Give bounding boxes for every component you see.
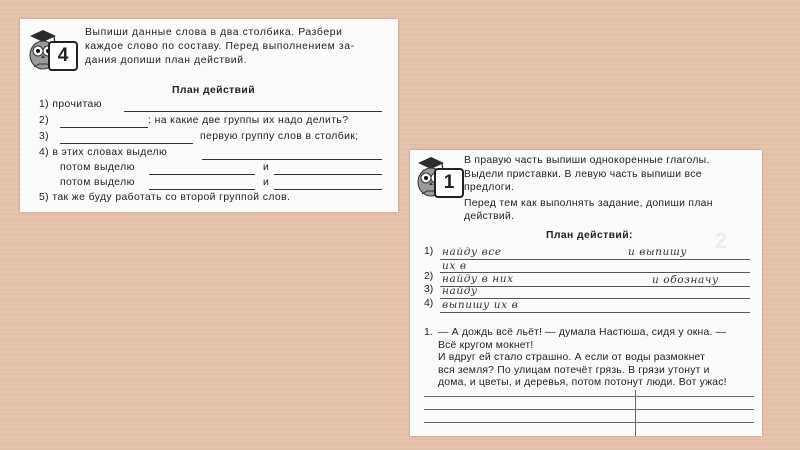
task-number-badge: 1 [434,168,464,198]
handwritten-answer: и обозначу [652,274,719,286]
answer-ruled-line[interactable] [424,422,754,423]
answer-ruled-line[interactable] [424,396,754,397]
plan-step-4a-and: и [263,162,270,173]
passage-line: — А дождь всё льёт! — думала Настюша, сидя у окна. — [438,327,727,338]
plan-step-2-text: : на какие две группы их надо делить? [148,115,349,126]
answer-line[interactable] [440,286,750,287]
plan-step-3-number: 3) [39,131,50,142]
column-divider [635,390,636,436]
answer-blank[interactable] [60,127,148,128]
handwritten-answer: найду все [442,246,502,258]
answer-blank[interactable] [149,174,255,175]
task-number-badge: 4 [48,41,78,71]
owl-task-badge [26,27,78,71]
task-instructions [85,26,395,68]
answer-blank[interactable] [202,159,382,160]
plan-step-5-text: 5) так же буду работать со второй группой слов. [39,192,291,203]
answer-blank[interactable] [274,174,382,175]
task-line: В правую часть выпиши однокоренные глаголы. [464,155,710,166]
plan-step-4b-and: и [263,177,270,188]
task-line: каждое слово по составу. Перед выполнением за- [85,41,355,52]
task-line: Выпиши данные слова в два столбика. Разбери [85,27,343,38]
plan-step-2-number: 2) [39,115,50,126]
answer-ruled-line[interactable] [424,409,754,410]
answer-blank[interactable] [149,189,255,190]
plan-step-4a-label: потом выделю [60,162,135,173]
answer-blank[interactable] [60,143,193,144]
task-line: действий. [464,211,515,222]
answer-blank[interactable] [124,111,382,112]
task-instructions [464,154,760,224]
handwritten-answer: найду [442,285,478,297]
plan-item-number: 1) [424,246,434,257]
owl-task-badge [414,154,466,198]
plan-step-1-label: 1) прочитаю [39,99,102,110]
plan-title: План действий [172,85,256,96]
passage-line: И вдруг ей стало страшно. А если от воды размокнет [438,352,706,364]
task-line: Выдели приставки. В левую часть выпиши все [464,168,702,180]
plan-step-3-text: первую группу слов в столбик; [200,131,359,142]
plan-item-number: 3) [424,284,434,295]
reading-passage [438,327,760,390]
answer-line[interactable] [440,259,750,260]
answer-blank[interactable] [274,189,382,190]
faded-background-print: 2 [715,228,728,253]
handwritten-answer: найду в них [442,273,514,285]
passage-line: Всё кругом мокнет! [438,339,534,351]
task-line: Перед тем как выполнять задание, допиши план [464,197,713,209]
passage-line: дома, и цветы, и деревья, потом потонут люди. Вот ужас! [438,377,727,389]
handwritten-answer: их в [442,260,467,272]
passage-line: вся земля? По улицам потечёт грязь. В грязи утонут и [438,364,710,376]
task-line: дания допиши план действий. [85,55,248,66]
task-line: предлоги. [464,182,515,193]
passage-number: 1. [424,327,433,338]
handwritten-answer: выпишу их в [442,299,519,311]
worksheet-card-task-1 [410,150,762,436]
plan-step-4-text: 4) в этих словах выделю [39,147,168,158]
plan-item-number: 4) [424,298,434,309]
worksheet-card-task-4 [20,19,398,212]
plan-title: План действий: [546,230,633,241]
handwritten-answer: и выпишу [628,246,688,258]
plan-step-4b-label: потом выделю [60,177,135,188]
plan-item-number: 2) [424,271,434,282]
answer-line[interactable] [440,312,750,313]
